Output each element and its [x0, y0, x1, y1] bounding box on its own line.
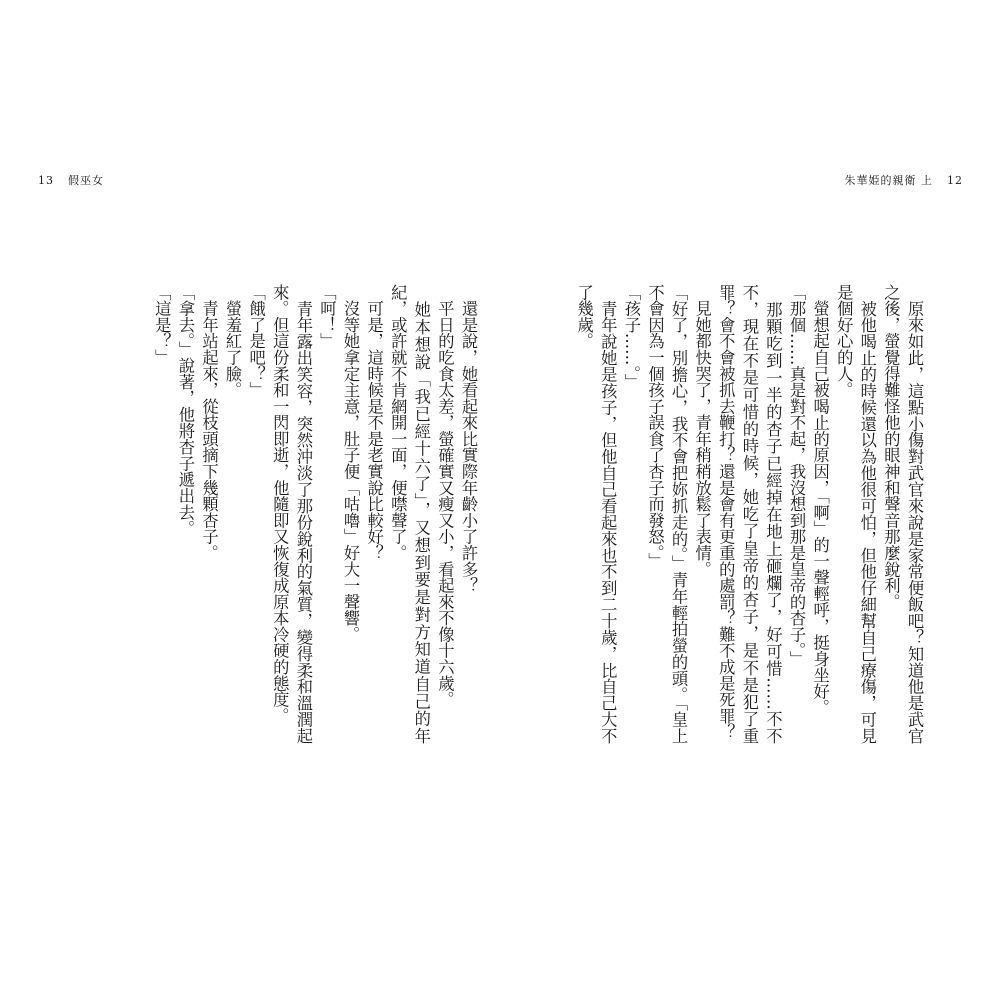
paragraph: 那顆吃到一半的杏子已經掉在地上砸爛了，好可惜……不不不，現在不是可惜的時候，她吃了皇帝的杏子，是不是犯了重罪？會不會被抓去鞭打？還是會有更重的處罰？難不成是死罪？	[716, 284, 783, 744]
paragraph: 她本想說「我已經十六了」，又想到要是對方知道自己的年紀，或許就不肯網開一面，便噤聲了。	[388, 284, 431, 744]
left-page-header	[38, 172, 104, 188]
paragraph: 還是說，她看起來比實際年齡小了許多？	[459, 284, 478, 594]
paragraph: 「好了，別擔心，我不會把妳抓走的。」青年輕拍螢的頭。「皇上不會因為一個孩子誤食了杏子而發怒。」	[645, 284, 689, 744]
right-page-running-title: 朱華姫的親衛 上	[844, 174, 933, 187]
left-page-running-title: 假巫女	[68, 174, 104, 187]
paragraph: 「那個……真是對不起，我沒想到那是皇帝的杏子。」	[787, 284, 807, 667]
paragraph: 「這是？」	[152, 284, 172, 366]
paragraph: 青年說她是孩子，但他自己看起來也不到二十歲，比自己大不了幾歲。	[574, 284, 618, 744]
paragraph: 「餓了是吧？」	[246, 284, 266, 399]
paragraph: 「拿去。」說著，他將杏子遞出去。	[175, 284, 195, 537]
paragraph: 沒等她拿定主意，肚子便「咕嚕」好大一聲響。	[341, 284, 361, 643]
paragraph: 青年露出笑容，突然沖淡了那份銳利的氣質，變得柔和溫潤起來。但這份柔和一閃即逝，他隨即又恢復成原本冷硬的態度。	[270, 284, 313, 744]
paragraph: 螢羞紅了臉。	[223, 284, 243, 399]
right-page-number: 12	[947, 174, 963, 187]
paragraph: 青年站起來，從枝頭摘下幾顆杏子。	[199, 284, 219, 561]
paragraph: 螢想起自己被喝止的原因，「啊」的一聲輕呼，挺身坐好。	[810, 284, 830, 716]
right-page-body	[572, 284, 926, 744]
paragraph: 被他喝止的時候還以為他很可怕，但他仔細幫自己療傷，可見是個好心的人。	[834, 284, 877, 744]
paragraph: 「孩子……。」	[621, 284, 641, 390]
paragraph: 見她都快哭了，青年稍稍放鬆了表情。	[692, 284, 712, 578]
paragraph: 可是，這時候是不是老實說比較好？	[364, 284, 384, 561]
left-page-number: 13	[38, 174, 54, 187]
paragraph: 平日的吃食太差，螢確實又瘦又小，看起來不像十六歲。	[435, 284, 455, 708]
paragraph: 原來如此，這點小傷對武官來說是家常便飯吧？知道他是武官之後，螢覺得難怪他的眼神和聲音那麼銳利。	[881, 284, 924, 744]
right-page-header	[845, 172, 964, 188]
paragraph: 「呵！」	[317, 284, 337, 350]
left-page-body	[150, 284, 480, 744]
